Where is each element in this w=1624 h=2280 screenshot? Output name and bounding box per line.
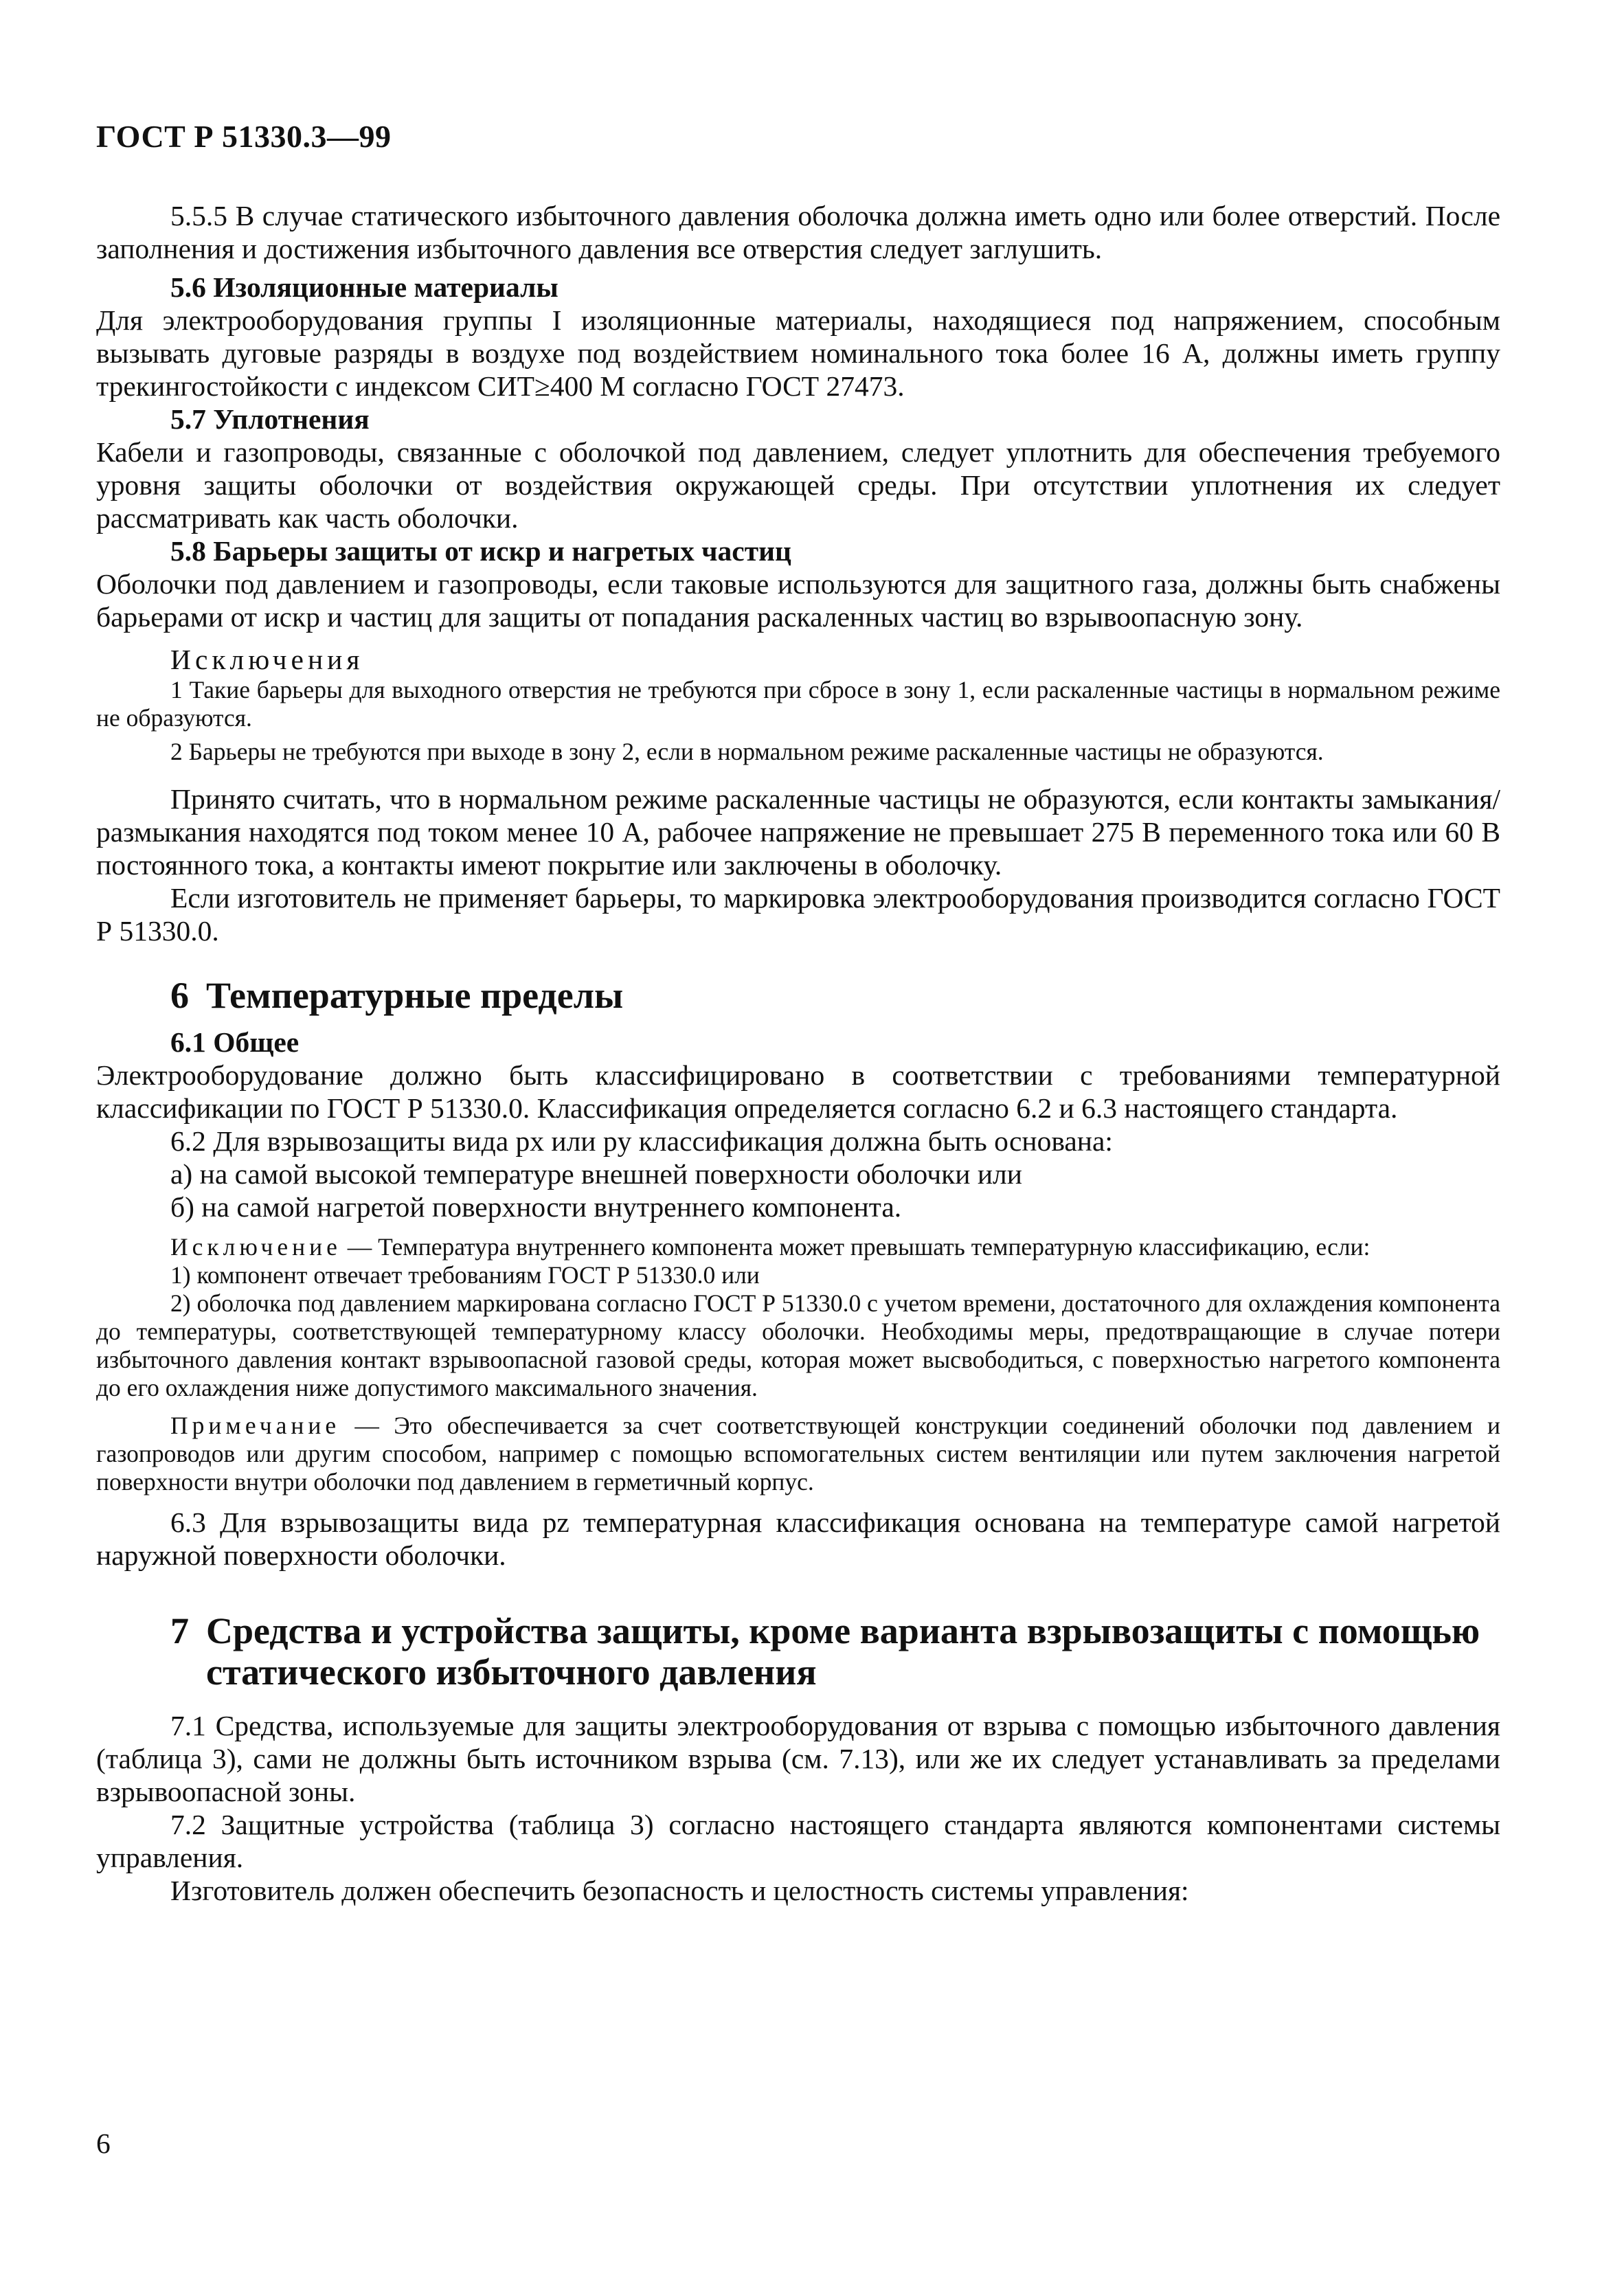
exception-label: Исключение [170,1233,341,1261]
subheading-5-7: 5.7 Уплотнения [170,403,370,435]
paragraph-6-2-a: а) на самой высокой температуре внешней поверхности оболочки или [170,1158,1022,1190]
paragraph-6-3: 6.3 Для взрывозащиты вида pz температурная классификация основана на температуре самой нагретой наружной поверхности оболочки. [96,1506,1500,1571]
paragraph-5-7: Кабели и газопроводы, связанные с оболочкой под давлением, следует уплотнить для обеспечения требуемого уровня защиты оболочки от воздействия окружающей среды. При отсутствии уплотнения их следует рассматривать как часть оболочки. [96,436,1500,534]
exception-item-2: 2) оболочка под давлением маркирована согласно ГОСТ Р 51330.0 с учетом времени, достаточного для охлаждения компонента до температуры, соответствующей температурному классу оболочки. Необходимы меры, предотвращающие в случае потери избыточного давления контакт взрывоопасной газовой среды, которая может высвободиться, с поверхностью нагретого компонента до его охлаждения ниже допустимого максимального значения. [96,1289,1500,1401]
section-heading-7 [96,1610,1500,1693]
subheading-5-6: 5.6 Изоляционные материалы [170,271,559,303]
paragraph-7-2: 7.2 Защитные устройства (таблица 3) согласно настоящего стандарта являются компонентами системы управления. [96,1809,1500,1873]
exception-2: 2 Барьеры не требуются при выходе в зону 2, если в нормальном режиме раскаленные частицы не образуются. [170,738,1324,765]
paragraph-5-5-5: 5.5.5 В случае статического избыточного давления оболочка должна иметь одно или более отверстий. После заполнения и достижения избыточного давления все отверстия следует заглушить. [96,200,1500,264]
paragraph-6-2-b: б) на самой нагретой поверхности внутреннего компонента. [170,1191,902,1223]
page-content [96,199,1500,1907]
paragraph-7-2-manufacturer: Изготовитель должен обеспечить безопасность и целостность системы управления: [170,1875,1189,1906]
paragraph-6-2: 6.2 Для взрывозащиты вида px или py классификация должна быть основана: [170,1125,1113,1157]
exception-text: — Температура внутреннего компонента может превышать температурную классификацию, если: [341,1233,1371,1261]
exception-6-2 [96,1233,1500,1261]
paragraph-7-1: 7.1 Средства, используемые для защиты электрооборудования от взрыва с помощью избыточного давления (таблица 3), сами не должны быть источником взрыва (см. 7.13), или же их следует устанавливать за пределами взрывоопасной зоны. [96,1710,1500,1807]
note-6-2 [96,1412,1500,1496]
section-title-7-line1: Средства и устройства защиты, кроме варианта взрывозащиты с помощью [206,1610,1480,1651]
section-title-6: Температурные пределы [206,975,624,1016]
section-number-6: 6 [170,975,189,1016]
section-number-7: 7 [170,1610,189,1651]
note-text: — Это обеспечивается за счет соответствующей конструкции соединений оболочки под давлением и газопроводов или другим способом, например с помощью вспомогательных систем вентиляции или путем заключения нагретой поверхности внутри оболочки под давлением в герметичный корпус. [96,1412,1500,1495]
paragraph-6-1: Электрооборудование должно быть классифицировано в соответствии с требованиями температурной классификации по ГОСТ Р 51330.0. Классификация определяется согласно 6.2 и 6.3 настоящего стандарта. [96,1059,1500,1124]
paragraph-5-8-marking: Если изготовитель не применяет барьеры, то маркировка электрооборудования производится согласно ГОСТ Р 51330.0. [96,882,1500,947]
page-number: 6 [96,2127,111,2159]
note-label: Примечание [170,1412,341,1439]
exception-1: 1 Такие барьеры для выходного отверстия не требуются при сбросе в зону 1, если раскаленные частицы в нормальном режиме не образуются. [96,676,1500,732]
document-header: ГОСТ Р 51330.3—99 [96,119,392,154]
exception-item-1: 1) компонент отвечает требованиям ГОСТ Р 51330.0 или [170,1261,760,1289]
section-title-7-line2: статического избыточного давления [206,1651,817,1693]
paragraph-5-8-accepted: Принято считать, что в нормальном режиме раскаленные частицы не образуются, если контакты замыкания/размыкания находятся под током менее 10 А, рабочее напряжение не превышает 275 В переменного тока или 60 В постоянного тока, а контакты имеют покрытие или заключены в оболочку. [96,783,1500,881]
section-heading-6 [96,975,1500,1016]
paragraph-5-8: Оболочки под давлением и газопроводы, если таковые используются для защитного газа, должны быть снабжены барьерами от искр и частиц для защиты от попадания раскаленных частиц во взрывоопасную зону. [96,568,1500,633]
subheading-6-1: 6.1 Общее [170,1026,300,1058]
exceptions-label: Исключения [170,644,364,675]
subheading-5-8: 5.8 Барьеры защиты от искр и нагретых частиц [170,535,791,567]
paragraph-5-6: Для электрооборудования группы I изоляционные материалы, находящиеся под напряжением, способным вызывать дуговые разряды в воздухе под воздействием номинального тока более 16 А, должны иметь группу трекингостойкости с индексом СИТ≥400 М согласно ГОСТ 27473. [96,304,1500,402]
